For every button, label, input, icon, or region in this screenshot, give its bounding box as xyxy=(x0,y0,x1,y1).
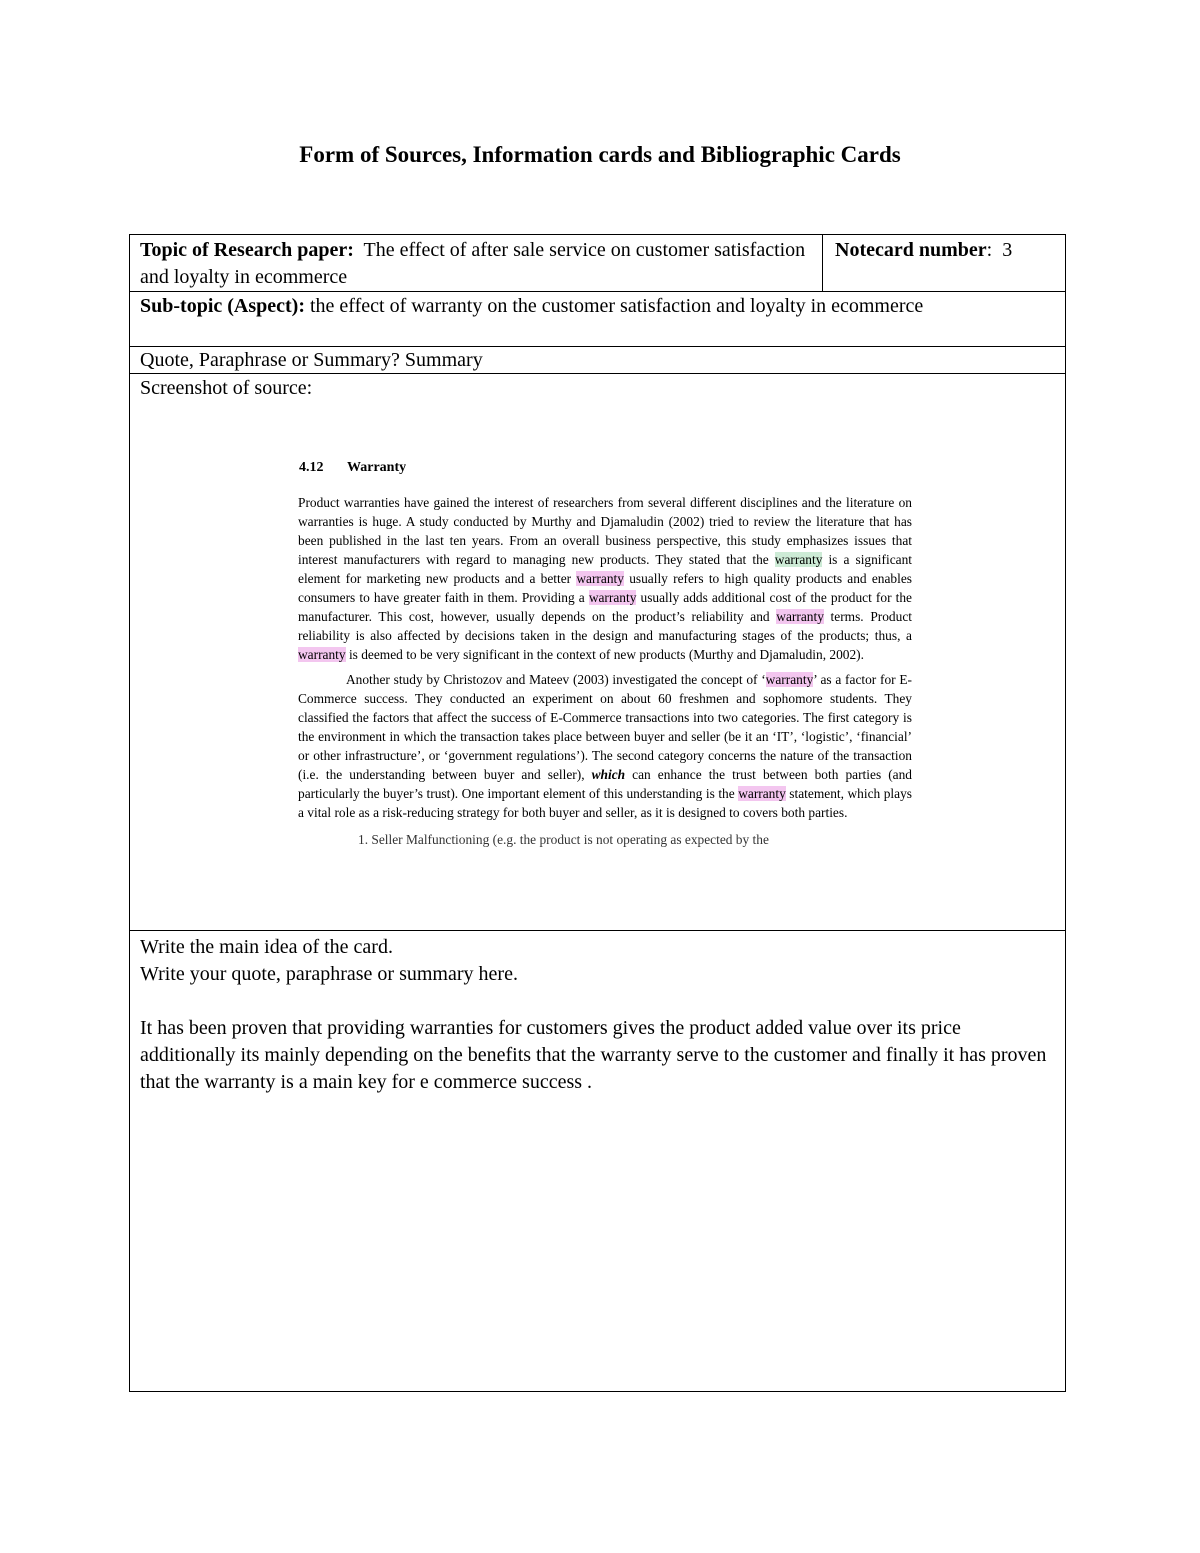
source-text: Another study by Christozov and Mateev (2003) investigated the concept of ‘ xyxy=(346,672,766,687)
source-section-title: Warranty xyxy=(347,460,407,475)
subtopic-row xyxy=(130,292,1065,347)
notecard-label: Notecard number xyxy=(835,239,987,261)
spacer xyxy=(140,988,1055,1015)
source-text: is a significant element for marketing new products and a better xyxy=(298,552,913,586)
source-paragraph-2 xyxy=(298,670,912,822)
highlight-warranty: warranty xyxy=(774,552,823,567)
notecard-form xyxy=(129,234,1066,1392)
highlight-warranty: warranty xyxy=(298,647,346,662)
source-heading xyxy=(299,454,912,481)
subtopic-value: the effect of warranty on the customer satisfaction and loyalty in ecommerce xyxy=(310,295,924,317)
source-text: Product warranties have gained the interest of researchers from several different disciplines and the literature on warranties is huge. A study conducted by Murthy and Djamaludin (2002) tried to review the literature that has been published in the last ten years. From an overall business perspective, this study emphasizes issues that interest manufacturers with regard to managing new products. They stated that the xyxy=(298,495,912,567)
screenshot-row xyxy=(130,374,1065,931)
source-emphasis-which: which xyxy=(591,767,626,782)
highlight-warranty: warranty xyxy=(776,609,824,624)
source-text: is deemed to be very significant in the context of new products (Murthy and Djamaludin, 2002). xyxy=(345,647,864,662)
source-text: usually refers to high quality products and enables consumers to have greater faith in them. Providing a xyxy=(298,571,913,605)
source-text: usually adds additional cost of the product for the manufacturer. This cost, however, usually depends on the product’s reliability and xyxy=(298,590,912,624)
summary-prompt: Write your quote, paraphrase or summary here. xyxy=(140,963,518,985)
screenshot-label: Screenshot of source: xyxy=(140,377,313,399)
highlight-warranty: warranty xyxy=(738,786,786,801)
source-screenshot xyxy=(298,454,912,909)
main-idea-prompt: Write the main idea of the card. xyxy=(140,936,393,958)
notecard-colon: : xyxy=(986,239,993,261)
qps-text: Quote, Paraphrase or Summary? Summary xyxy=(140,349,483,371)
source-text: can enhance the trust between both parties (and particularly the buyer’s trust). One important element of this understanding is the xyxy=(298,767,912,801)
topic-row xyxy=(130,235,1065,292)
source-text: statement, which plays a vital role as a risk-reducing strategy for both buyer and seller, as it is designed to covers both parties. xyxy=(298,786,912,820)
quote-paraphrase-summary-row xyxy=(130,347,1065,374)
notecard-number: 3 xyxy=(1002,239,1013,261)
topic-cell xyxy=(130,235,823,291)
summary-text: It has been proven that providing warranties for customers gives the product added value over its price additionally its mainly depending on the benefits that the warranty serve to the customer and finally it has proven that the warranty is a main key for e commerce success . xyxy=(140,1017,1047,1093)
highlight-warranty: warranty xyxy=(588,590,637,605)
source-text: ’ as a factor for E-Commerce success. They conducted an experiment on about 60 freshmen and sophomore students. They classified the factors that affect the success of E-Commerce transactions into two categories. The first category is the environment in which the transaction takes place between buyer and seller (be it an ‘IT’, ‘logistic’, ‘financial’ or other infrastructure’, or ‘government regulations’). The second category concerns the nature of the transaction (i.e. the understanding between buyer and seller), xyxy=(298,672,912,782)
topic-value: The effect of after sale service on customer satisfaction and loyalty in ecommerce xyxy=(140,239,806,288)
source-paragraph-1 xyxy=(298,493,912,664)
notecard-cell xyxy=(823,235,1065,291)
highlight-warranty: warranty xyxy=(576,571,624,586)
source-section-number: 4.12 xyxy=(299,460,324,475)
subtopic-label: Sub-topic (Aspect): xyxy=(140,295,305,317)
source-cutoff-line: 1. Seller Malfunctioning (e.g. the product is not operating as expected by the xyxy=(358,832,769,847)
topic-label: Topic of Research paper: xyxy=(140,239,354,261)
page-title: Form of Sources, Information cards and Bibliographic Cards xyxy=(299,142,901,167)
highlight-warranty: warranty xyxy=(765,672,814,687)
source-text: terms. Product reliability is also affected by decisions taken in the design and manufacturing stages of the products; thus, a xyxy=(298,609,912,643)
summary-row xyxy=(130,931,1065,1391)
